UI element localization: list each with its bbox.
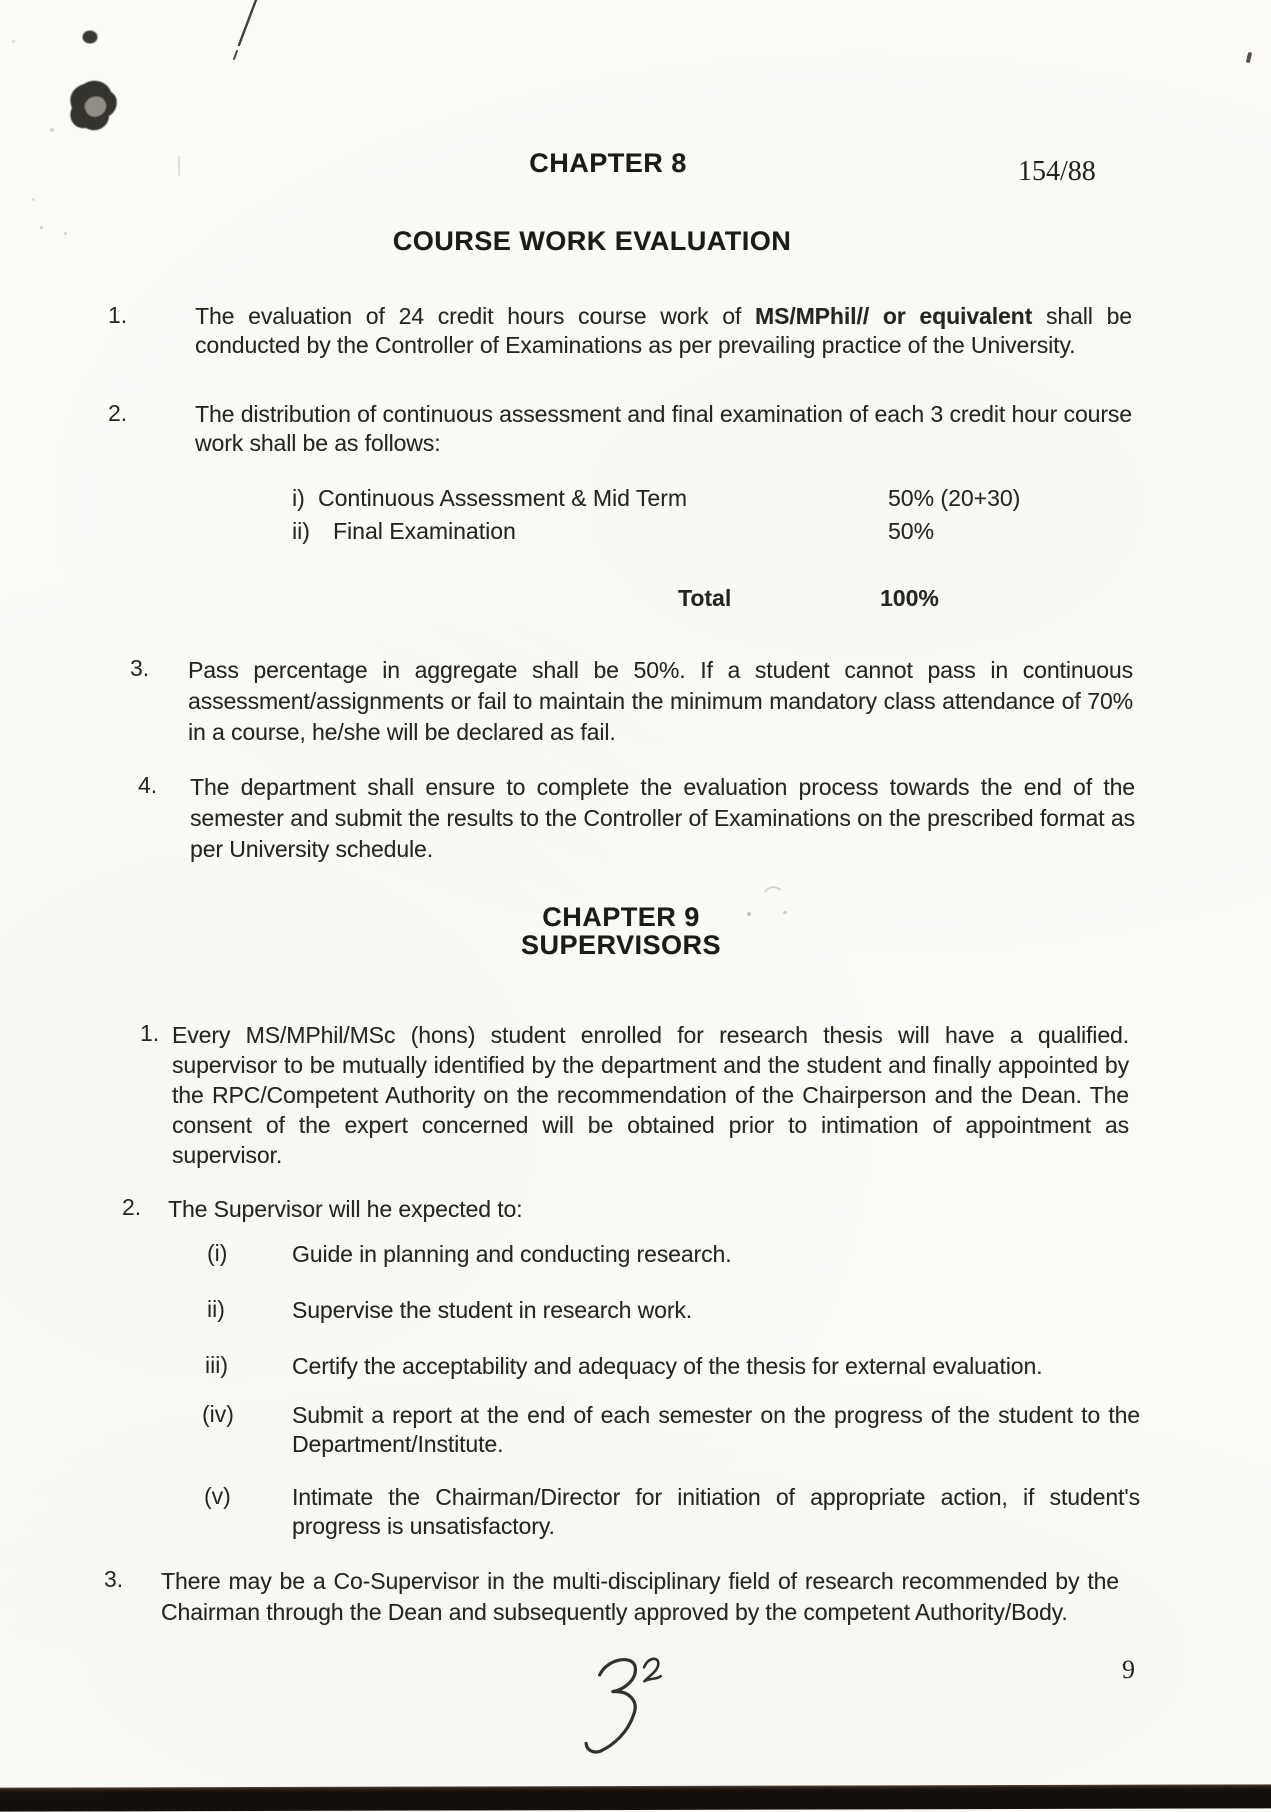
item-text-pre: The evaluation of 24 credit hours course work of	[195, 303, 756, 329]
pen-stroke-mark	[228, 0, 270, 64]
chapter8-title: COURSE WORK EVALUATION	[392, 226, 792, 256]
reference-number: 154/88	[1018, 156, 1096, 187]
item-number: 2.	[108, 400, 128, 426]
page-number: 9	[1122, 1655, 1135, 1684]
duty-text: Supervise the student in research work.	[292, 1297, 693, 1323]
duty-marker: (v)	[204, 1483, 231, 1509]
distribution-label: Continuous Assessment & Mid Term	[318, 485, 688, 511]
paper-speck	[32, 198, 35, 201]
duty-marker: (i)	[207, 1240, 228, 1266]
item-text-post: shall be conducted by the Controller of Examinations as per prevailing practice of the University.	[195, 303, 1132, 358]
item-number: 3.	[104, 1566, 124, 1592]
paper-speck	[12, 40, 15, 43]
corner-pen-tick	[1246, 52, 1253, 64]
item-text: The Supervisor will he expected to:	[168, 1196, 523, 1222]
distribution-value: 50%	[888, 518, 935, 544]
chapter9-heading: CHAPTER 9	[542, 902, 700, 932]
chapter9-heading-block	[96, 903, 1146, 959]
duty-marker: (iv)	[202, 1401, 234, 1427]
distribution-label: Final Examination	[333, 518, 516, 544]
scan-edge-bar	[0, 1784, 1271, 1811]
item-text: Every MS/MPhil/MSc (hons) student enrolled for research thesis will have a qualified. supervisor to be mutually identified by the department and the student and finally appointed by the RPC/Competent Authority on the recommendation of the Chairperson and the Dean. The consent of the expert concerned will be obtained prior to intimation of appointment as supervisor.	[172, 1022, 1129, 1168]
paper-speck	[64, 232, 67, 235]
duty-text: Submit a report at the end of each semester on the progress of the student to the Department/Institute.	[292, 1402, 1140, 1457]
chapter8-heading: CHAPTER 8	[529, 148, 687, 178]
chapter9-title: SUPERVISORS	[520, 930, 722, 960]
ink-blob-stain	[64, 76, 124, 138]
item-text: Pass percentage in aggregate shall be 50%. If a student cannot pass in continuous assessment/assignments or fail to maintain the minimum mandatory class attendance of 70% in a course, he/she will be declared as fail.	[188, 657, 1133, 745]
item-number: 2.	[122, 1194, 142, 1220]
duty-text: Certify the acceptability and adequacy of the thesis for external evaluation.	[292, 1353, 1043, 1379]
item-number: 3.	[130, 655, 150, 681]
item-number: 1.	[140, 1020, 160, 1046]
item-text	[195, 302, 1132, 360]
duty-marker: ii)	[207, 1296, 225, 1322]
distribution-marker: ii)	[292, 518, 310, 544]
duty-text: Guide in planning and conducting research.	[292, 1241, 732, 1267]
item-text: The distribution of continuous assessment and final examination of each 3 credit hour course work shall be as follows:	[195, 401, 1132, 456]
total-value: 100%	[880, 585, 939, 611]
total-label: Total	[678, 585, 732, 611]
item-text: The department shall ensure to complete the evaluation process towards the end of the semester and submit the results to the Controller of Examinations on the prescribed format as per University schedule.	[190, 774, 1135, 862]
item-number: 1.	[108, 302, 128, 328]
paper-speck	[50, 128, 54, 132]
ink-dot-stain	[81, 29, 99, 45]
item-text: There may be a Co-Supervisor in the multi-disciplinary field of research recommended by the Chairman through the Dean and subsequently approved by the competent Authority/Body.	[161, 1568, 1119, 1625]
distribution-marker: i)	[292, 485, 305, 511]
duty-text: Intimate the Chairman/Director for initiation of appropriate action, if student's progress is unsatisfactory.	[292, 1484, 1140, 1539]
distribution-value: 50% (20+30)	[888, 485, 1021, 511]
faint-squiggle	[763, 884, 783, 896]
duty-marker: iii)	[205, 1352, 228, 1378]
paper-speck	[40, 226, 43, 229]
item-text-bold: MS/MPhil// or equivalent	[755, 303, 1033, 329]
item-number: 4.	[138, 772, 158, 798]
handwritten-note	[569, 1650, 670, 1765]
